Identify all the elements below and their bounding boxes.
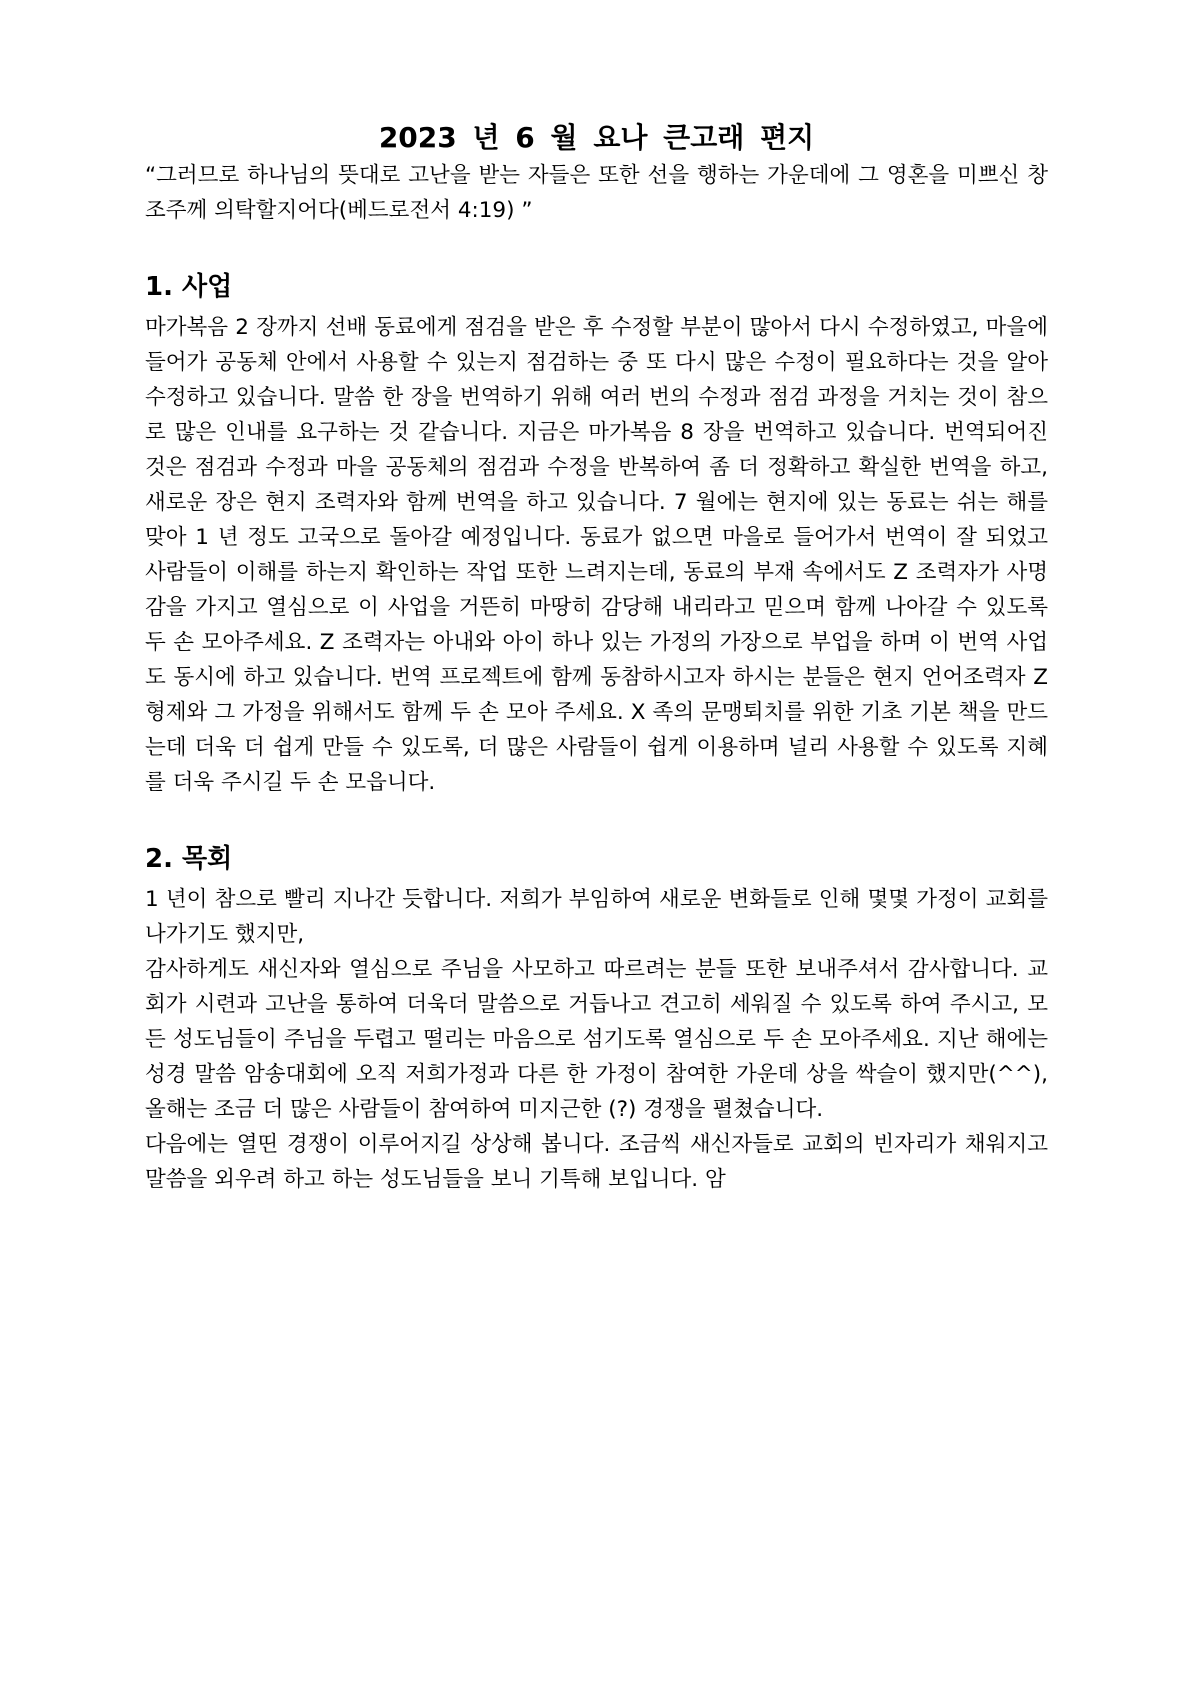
ministry-paragraph-1: 1 년이 참으로 빨리 지나간 듯합니다. 저희가 부임하여 새로운 변화들로 인해 몇몇 가정이 교회를 나가기도 했지만,	[145, 887, 1048, 947]
section-ministry	[145, 836, 1048, 1197]
section-spacer	[145, 228, 1048, 264]
ministry-paragraph-2: 감사하게도 새신자와 열심으로 주님을 사모하고 따르려는 분들 또한 보내주셔서 감사합니다. 교회가 시련과 고난을 통하여 더욱더 말씀으로 거듭나고 견고히 세워질 수 있도록 하여 주시고, 모든 성도님들이 주님을 두렵고 떨리는 마음으로 섬기도록 열심으로 두 손 모아주세요. 지난 해에는 성경 말씀 암송대회에 오직 저희가정과 다른 한 가정이 참여한 가운데 상을 싹슬이 했지만(^^), 올해는 조금 더 많은 사람들이 참여하여 미지근한 (?) 경쟁을 펼쳤습니다.	[145, 957, 1048, 1122]
ministry-paragraph-3: 다음에는 열띤 경쟁이 이루어지길 상상해 봅니다. 조금씩 새신자들로 교회의 빈자리가 채워지고 말씀을 외우려 하고 하는 성도님들을 보니 기특해 보입니다. 암	[145, 1132, 1048, 1192]
letter-title: 2023 년 6 월 요나 큰고래 편지	[378, 121, 815, 154]
business-paragraph: 마가복음 2 장까지 선배 동료에게 점검을 받은 후 수정할 부분이 많아서 다시 수정하였고, 마을에 들어가 공동체 안에서 사용할 수 있는지 점검하는 중 또 다시 많은 수정이 필요하다는 것을 알아 수정하고 있습니다. 말씀 한 장을 번역하기 위해 여러 번의 수정과 점검 과정을 거치는 것이 참으로 많은 인내를 요구하는 것 같습니다. 지금은 마가복음 8 장을 번역하고 있습니다. 번역되어진 것은 점검과 수정과 마을 공동체의 점검과 수정을 반복하여 좀 더 정확하고 확실한 번역을 하고, 새로운 장은 현지 조력자와 함께 번역을 하고 있습니다. 7 월에는 현지에 있는 동료는 쉬는 해를 맞아 1 년 정도 고국으로 돌아갈 예정입니다. 동료가 없으면 마을로 들어가서 번역이 잘 되었고 사람들이 이해를 하는지 확인하는 작업 또한 느려지는데, 동료의 부재 속에서도 Z 조력자가 사명감을 가지고 열심으로 이 사업을 거뜬히 마땅히 감당해 내리라고 믿으며 함께 나아갈 수 있도록 두 손 모아주세요. Z 조력자는 아내와 아이 하나 있는 가정의 가장으로 부업을 하며 이 번역 사업도 동시에 하고 있습니다. 번역 프로젝트에 함께 동참하시고자 하시는 분들은 현지 언어조력자 Z 형제와 그 가정을 위해서도 함께 두 손 모아 주세요. X 족의 문맹퇴치를 위한 기초 기본 책을 만드는데 더욱 더 쉽게 만들 수 있도록, 더 많은 사람들이 쉽게 이용하며 널리 사용할 수 있도록 지혜를 더욱 주시길 두 손 모읍니다.	[145, 315, 1048, 795]
section-business	[145, 264, 1048, 800]
section-heading-business: 1. 사업	[145, 272, 233, 302]
section-heading-ministry: 2. 목회	[145, 844, 233, 874]
bible-verse-quote: “그러므로 하나님의 뜻대로 고난을 받는 자들은 또한 선을 행하는 가운데에 그 영혼을 미쁘신 창조주께 의탁할지어다(베드로전서 4:19) ”	[145, 163, 1048, 223]
section-spacer	[145, 800, 1048, 836]
